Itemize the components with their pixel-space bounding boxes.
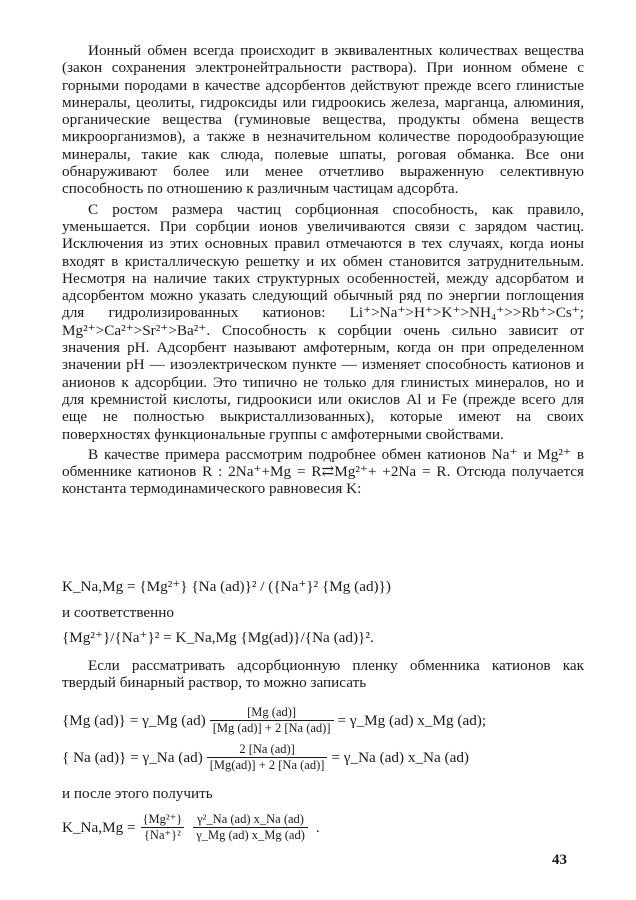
formula-na-denominator: [Mg(ad)] + 2 [Na (ad)] [207,757,328,773]
paragraph-respectively: и соответственно [62,604,174,621]
formula-na-rhs: = γ_Na (ad) x_Na (ad) [331,748,469,766]
paragraph-sorption-capacity: С ростом размера частиц сорбционная способность, как правило, уменьшается. При сорбции ионов увеличиваются связи с зарядом частиц. Исключения из этих основных правил отмечаются в тех случаях, когда ионы входят в кристаллическую решетку и их обмен становится затруднительным. Несмотря на наличие таких структурных особенностей, между адсорбатом и адсорбентом можно указать следующий обычный ряд по энергии поглощения для гидролизированных катионов: Li⁺>Na⁺>H⁺>K⁺>NH₄⁺>>Rb⁺>Cs⁺; Mg²⁺>Ca²⁺>Sr²⁺>Ba²⁺. Способность к сорбции очень сильно зависит от значения pH. Адсорбент называют амфотерным, когда он при определенном значении pH — изоэлектрическом пункте — изменяет способность катионов и анионов к адсорбции. Это типично не только для глинистых минералов, но и для кремнистой кислоты, гидроокиси или окислов Al и Fe (прежде всего для еще не полностью выкристаллизованных), которые имеют на своих поверхностях функциональные группы с амфотерными свойствами. [62,200,584,443]
formula-final-numerator-2: γ²_Na (ad) x_Na (ad) [197,812,304,826]
formula-ratio: {Mg²⁺}/{Na⁺}² = K_Na,Mg {Mg(ad)}/{Na (ad)}². [62,629,374,646]
paragraph-exchange-example: В качестве примера рассмотрим подробнее обмен катионов Na⁺ и Mg²⁺ в обменнике катионов R : 2Na⁺+Mg = R⇄Mg²⁺+ +2Na = R. Отсюда получается константа термодинамического равновесия K: [62,445,584,498]
formula-final-denominator-2: γ_Mg (ad) x_Mg (ad) [193,827,308,843]
formula-mg-denominator: [Mg (ad)] + 2 [Na (ad)] [210,720,334,736]
formula-na-lhs: { Na (ad)} = γ_Na (ad) [62,748,203,766]
paragraph-ion-exchange: Ионный обмен всегда происходит в эквивалентных количествах вещества (закон сохранения электронейтральности раствора). При ионном обмене с горными породами в качестве адсорбентов действуют прежде всего глинистые минералы, цеолиты, гидроксиды или гидроокись железа, марганца, алюминия, органические вещества (гуминовые вещества, продукты обмена веществ микроорганизмов), а также в незначительном количестве породообразующие минералы, такие как слюда, полевые шпаты, роговая обманка. Все они обнаруживают более или менее отчетливо выраженную селективную способность по отношению к различным частицам адсорбта. [62,42,584,198]
formula-mg-lhs: {Mg (ad)} = γ_Mg (ad) [62,711,206,729]
formula-equilibrium-constant: K_Na,Mg = {Mg²⁺} {Na (ad)}² / ({Na⁺}² {Mg (ad)}) [62,578,391,595]
paragraph-then-obtain: и после этого получить [62,785,213,802]
formula-final-constant [62,812,320,843]
formula-na-activity [62,742,469,773]
formula-final-denominator-1: {Na⁺}² [141,827,184,843]
formula-final-period: . [315,818,320,836]
formula-mg-fraction [210,705,334,736]
formula-mg-rhs: = γ_Mg (ad) x_Mg (ad); [337,711,487,729]
paragraph-binary-solution: Если рассматривать адсорбционную пленку обменника катионов как твердый бинарный раствор, то можно записать [62,657,584,692]
formula-final-lhs: K_Na,Mg = [62,818,136,836]
formula-na-fraction [207,742,328,773]
formula-final-fraction-1 [140,812,186,843]
formula-final-numerator-1: {Mg²⁺} [142,812,183,826]
formula-mg-activity [62,705,486,736]
formula-na-numerator: 2 [Na (ad)] [239,742,295,756]
main-text [62,42,584,498]
page-number: 43 [552,852,567,868]
formula-final-fraction-2 [193,812,308,843]
formula-mg-numerator: [Mg (ad)] [247,705,297,719]
